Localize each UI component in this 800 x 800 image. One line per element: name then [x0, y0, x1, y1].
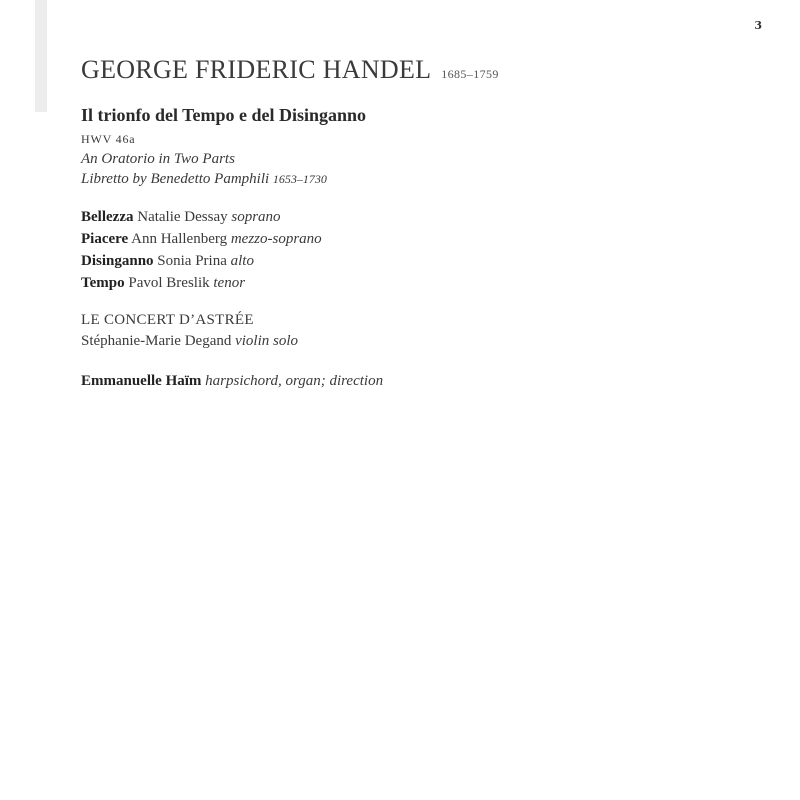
cast-performer: Pavol Breslik — [128, 275, 210, 291]
work-title: Il trionfo del Tempo e del Disinganno — [81, 105, 367, 125]
conductor-line — [81, 371, 761, 391]
conductor-role: harpsichord, organ; direction — [205, 373, 384, 389]
cast-performer: Ann Hallenberg — [131, 231, 228, 247]
librettist: Libretto by Benedetto Pamphili — [81, 171, 270, 187]
cast-voice: mezzo-soprano — [230, 231, 322, 247]
cast-row — [81, 206, 761, 228]
composer-heading — [81, 55, 761, 89]
conductor-name: Emmanuelle Haïm — [81, 373, 202, 389]
cast-role: Tempo — [81, 275, 125, 291]
cast-role: Piacere — [81, 231, 129, 247]
ensemble-block — [81, 310, 761, 351]
cast-role: Disinganno — [81, 253, 154, 269]
side-bar-decoration — [35, 0, 47, 112]
cast-voice: soprano — [231, 209, 281, 225]
credits-block — [81, 55, 761, 391]
soloist-role: violin solo — [235, 333, 299, 349]
cast-performer: Sonia Prina — [157, 253, 227, 269]
composer-dates: 1685–1759 — [441, 67, 499, 81]
cast-list — [81, 206, 761, 294]
cast-row — [81, 272, 761, 294]
cast-row — [81, 250, 761, 272]
soloist-name: Stéphanie-Marie Degand — [81, 333, 232, 349]
catalog-number: HWV 46a — [81, 132, 136, 146]
cast-voice: alto — [230, 253, 254, 269]
libretto-credit — [81, 169, 761, 189]
soloist-line — [81, 331, 761, 351]
work-subtitle: An Oratorio in Two Parts — [81, 151, 235, 167]
librettist-dates: 1653–1730 — [272, 172, 327, 186]
ensemble-name: LE CONCERT D’ASTRÉE — [81, 312, 254, 328]
page-number: 3 — [754, 19, 762, 32]
cast-role: Bellezza — [81, 209, 134, 225]
cast-voice: tenor — [213, 275, 246, 291]
cast-row — [81, 228, 761, 250]
cast-performer: Natalie Dessay — [137, 209, 228, 225]
composer-name: GEORGE FRIDERIC HANDEL — [81, 55, 431, 84]
